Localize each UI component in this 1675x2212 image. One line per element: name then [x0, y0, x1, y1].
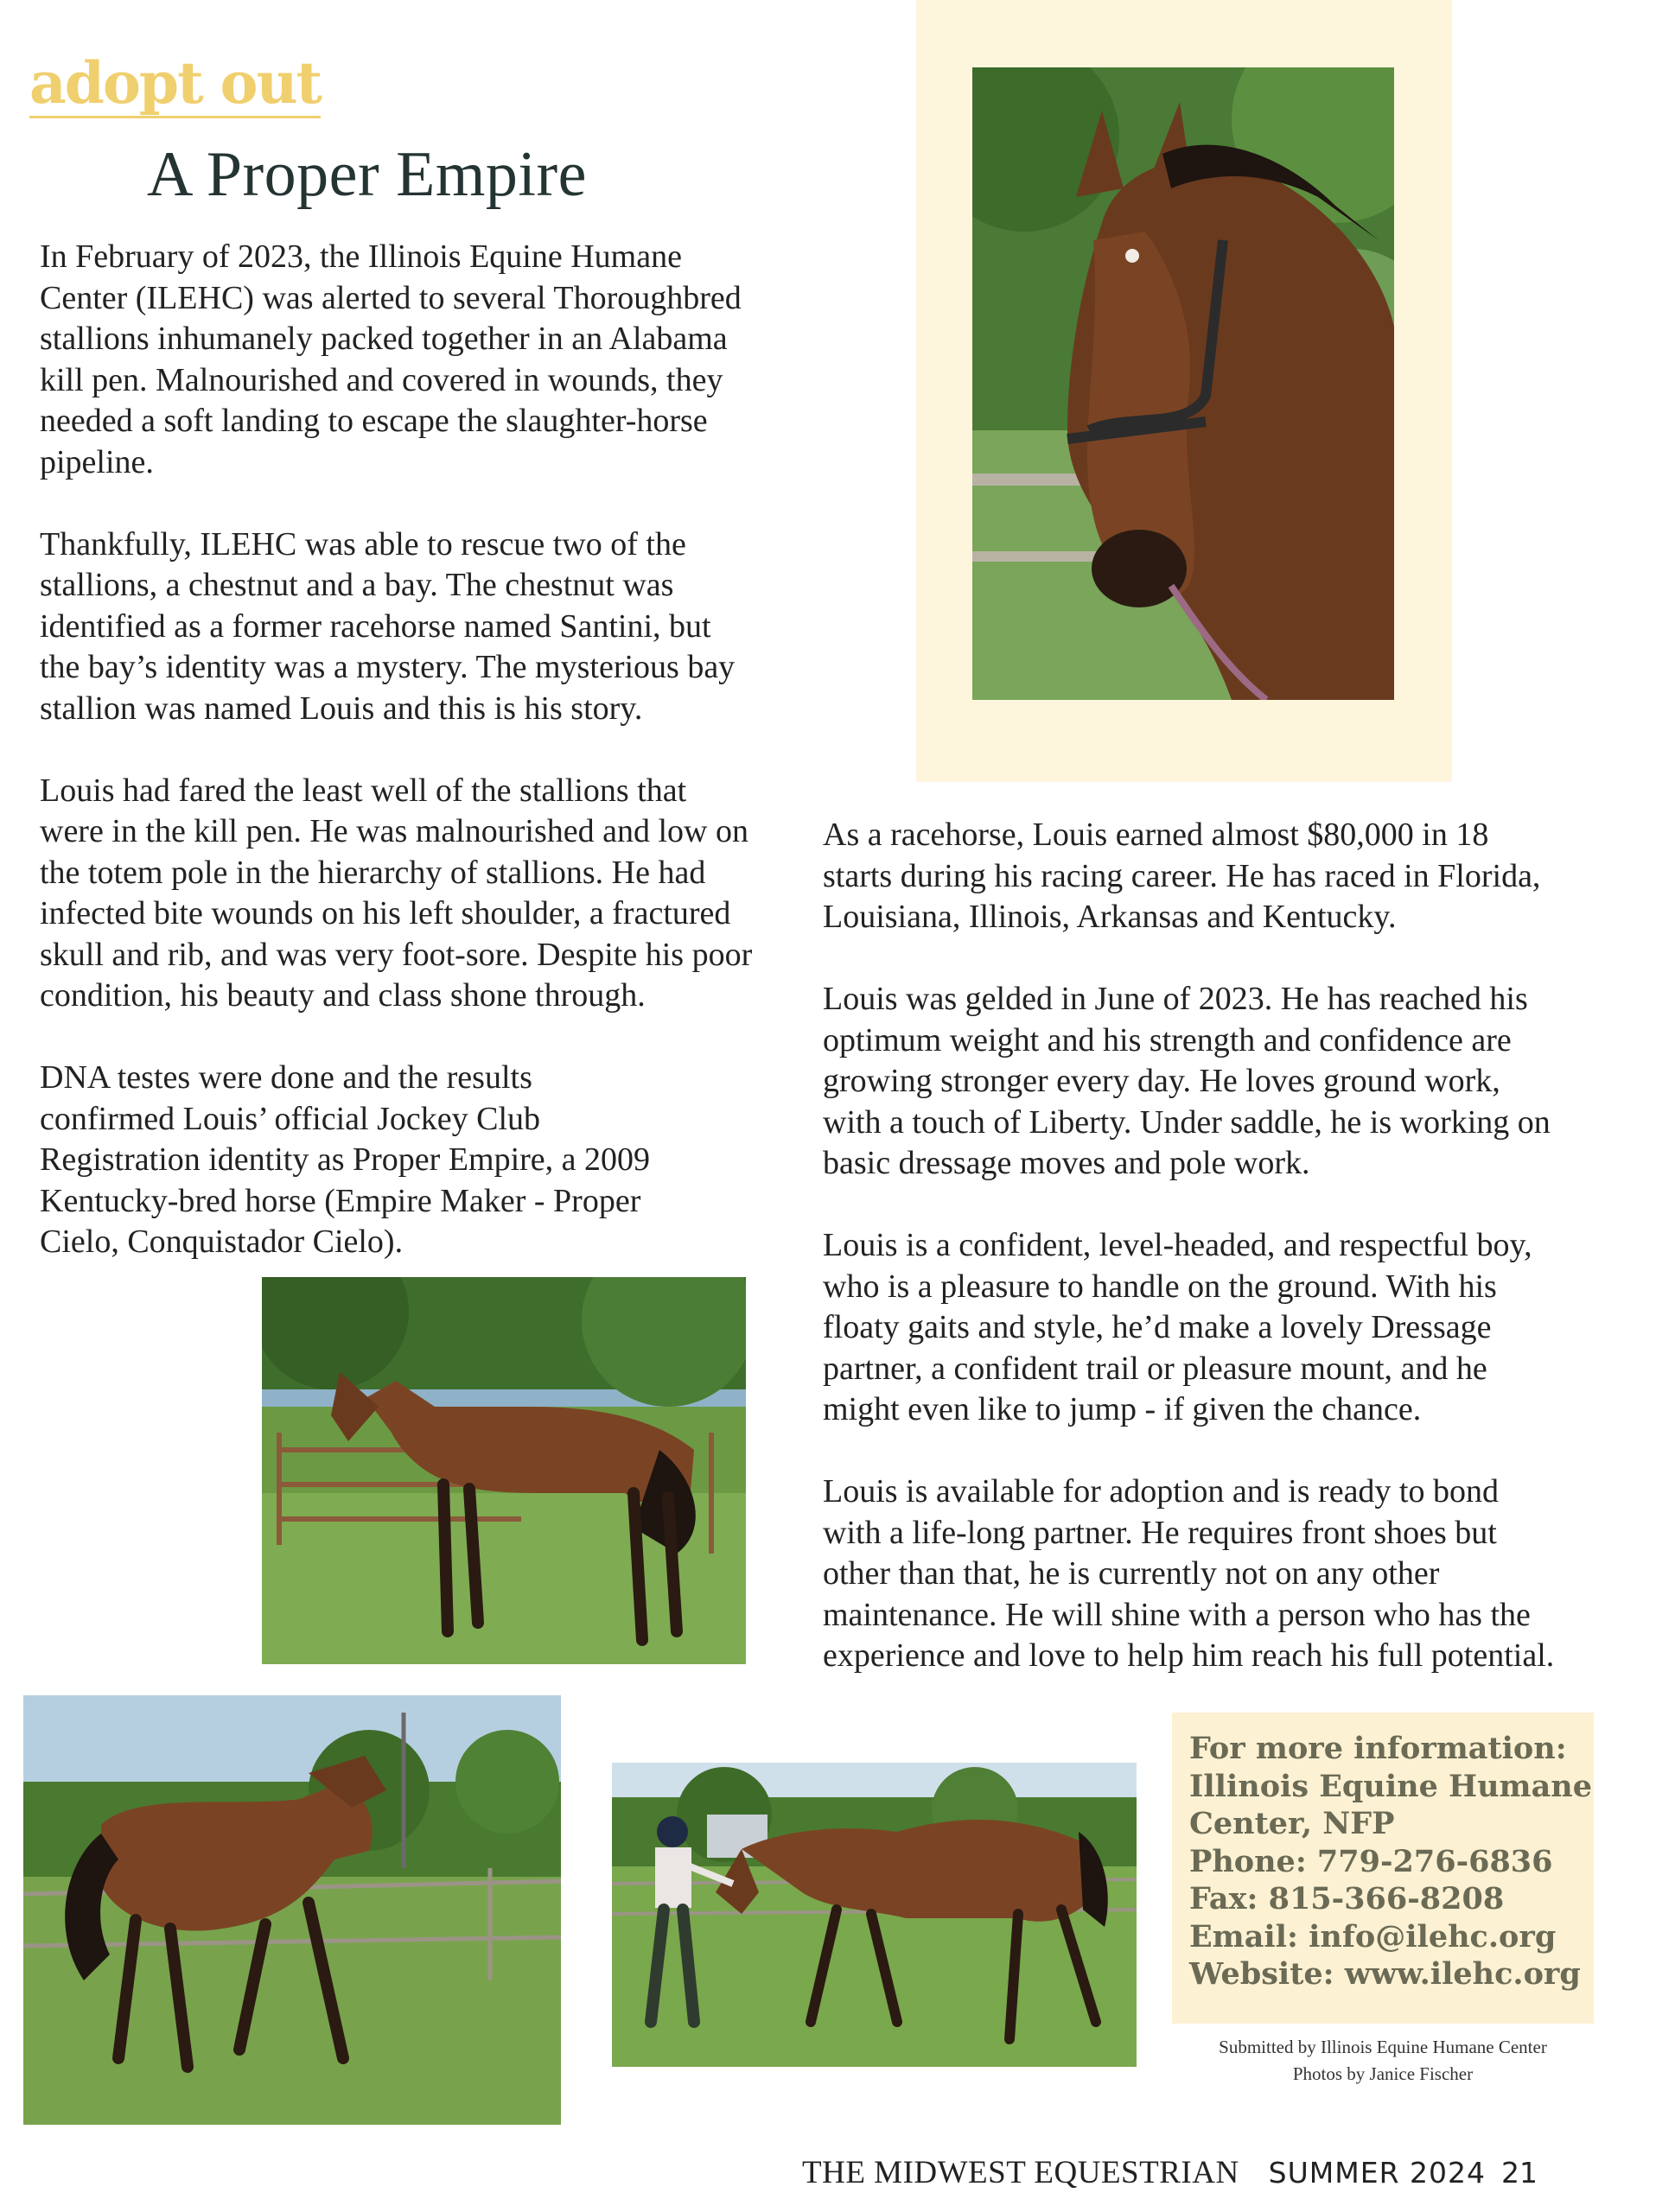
horse-head-photo [972, 67, 1394, 700]
right-column [823, 815, 1557, 1718]
info-fax: Fax: 815-366-8208 [1189, 1881, 1505, 1916]
contact-info-box [1172, 1713, 1594, 2024]
paragraph-temperament: Louis is a confident, level-headed, and respectful boy, who is a pleasure to handle on the ground. With his floaty gaits and style, he’d make a lovely Dressage partner, a confident trail or pleasure mount, and he might even like to jump - if given the chance. [823, 1227, 1532, 1427]
paragraph-racing: As a racehorse, Louis earned almost $80,000 in 18 starts during his racing career. He has raced in Florida, Louisiana, Illinois, Arkansas and Kentucky. [823, 817, 1541, 935]
horse-standing-photo [262, 1277, 746, 1664]
page-footer [802, 2153, 1538, 2191]
info-website: Website: www.ilehc.org [1189, 1956, 1581, 1992]
paragraph-dna: DNA testes were done and the results confirmed Louis’ official Jockey Club Registration identity as Proper Empire, a 2009 Kentucky-bred horse (Empire Maker - Proper Cielo, Conquistador Cielo). [40, 1059, 651, 1260]
handler-with-horse-photo [612, 1763, 1137, 2067]
paragraph-rescue: Thankfully, ILEHC was able to rescue two of the stallions, a chestnut and a bay. The chestnut was identified as a former racehorse named Santini, but the bay’s identity was a mystery. The mysterious bay stallion was named Louis and this is his story. [40, 525, 736, 727]
article-title: A Proper Empire [147, 139, 587, 210]
paragraph-adoption: Louis is available for adoption and is ready to bond with a life-long partner. He requires front shoes but other than that, he is currently not on any other maintenance. He will shine with a person who has the experience and love to help him reach his full potential. [823, 1473, 1555, 1674]
info-heading: For more information: [1189, 1731, 1567, 1766]
info-email: Email: info@ilehc.org [1189, 1918, 1557, 1955]
issue-label: SUMMER 2024 [1268, 2156, 1486, 2190]
paragraph-training: Louis was gelded in June of 2023. He has reached his optimum weight and his strength and confidence are growing stronger every day. He loves ground work, with a touch of Liberty. Under saddle, he is working on basic dressage moves and pole work. [823, 981, 1551, 1181]
submitted-by: Submitted by Illinois Equine Humane Center [1219, 2037, 1547, 2057]
photo-credits [1172, 2034, 1594, 2088]
info-org-line1: Illinois Equine Humane [1189, 1768, 1592, 1804]
horse-trotting-photo [23, 1695, 561, 2125]
paragraph-rescue-alert: In February of 2023, the Illinois Equine Humane Center (ILEHC) was alerted to several Thoroughbred stallions inhumanely packed together in an Alabama kill pen. Malnourished and covered in wounds, they needed a soft landing to escape the slaughter-horse pipeline. [40, 238, 742, 480]
info-phone: Phone: 779-276-6836 [1189, 1843, 1553, 1879]
page-number: 21 [1500, 2156, 1538, 2190]
magazine-name: THE MIDWEST EQUESTRIAN [802, 2155, 1239, 2190]
paragraph-condition: Louis had fared the least well of the stallions that were in the kill pen. He was malnourished and low on the totem pole in the hierarchy of stallions. He had infected bite wounds on his left shoulder, a fractured skull and rib, and was very foot-sore. Despite his poor condition, his beauty and class shone through. [40, 772, 753, 1014]
section-tag: adopt out [29, 49, 322, 117]
left-column [40, 237, 757, 1304]
photos-by: Photos by Janice Fischer [1292, 2063, 1474, 2084]
info-org-line2: Center, NFP [1189, 1806, 1395, 1841]
